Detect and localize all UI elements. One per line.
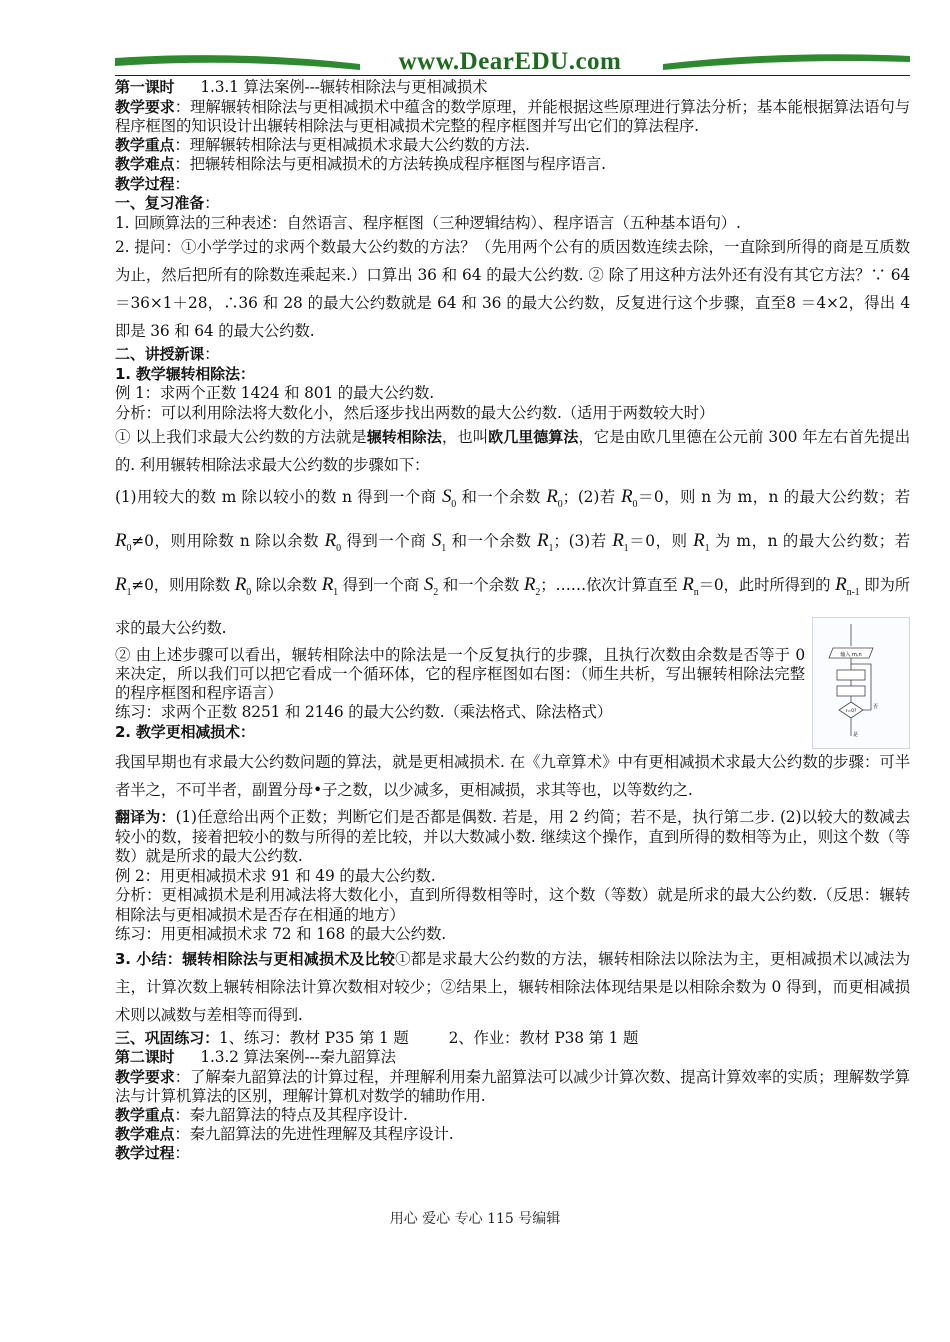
sym-Rn-sub: n xyxy=(693,586,699,598)
lesson2-label-difficulty: 教学难点 xyxy=(115,1124,175,1143)
steps-seg-12: 除以余数 xyxy=(251,575,322,594)
steps-seg-15: ；……依次计算直至 xyxy=(540,575,683,594)
lesson2-text-difficulty: ：秦九韶算法的先进性理解及其程序设计. xyxy=(174,1124,454,1143)
sym-R0b-base: R xyxy=(621,486,633,507)
sym-R2-sub: 2 xyxy=(535,586,541,598)
steps-seg-4: ＝0，则 n 为 m，n 的最大公约数；若 xyxy=(637,488,911,506)
section-review-heading xyxy=(115,194,910,214)
label-key-point: 教学重点 xyxy=(115,135,175,154)
sym-Rn1-base: R xyxy=(835,573,847,595)
sym-R0d-base: R xyxy=(324,529,337,551)
sym-R1d xyxy=(115,573,132,598)
sym-R1c xyxy=(693,529,710,554)
example-1: 例 1：求两个正数 1424 和 801 的最大公约数. xyxy=(115,384,434,402)
lesson2-requirements xyxy=(115,1068,910,1106)
lesson1-key-point xyxy=(115,136,910,156)
sym-R0b-sub: 0 xyxy=(632,498,638,510)
sym-R0e-sub: 0 xyxy=(246,586,252,598)
sym-S0-sub: 0 xyxy=(451,498,457,510)
sym-R0-sub: 0 xyxy=(557,498,563,510)
lesson2-difficulty xyxy=(115,1125,910,1144)
sym-R0 xyxy=(546,486,563,510)
label-process: 教学过程 xyxy=(115,174,175,193)
summary xyxy=(115,945,910,1029)
sym-R1-sub: 1 xyxy=(548,542,554,554)
lesson2-label-key-point: 教学重点 xyxy=(115,1105,175,1124)
sym-S2 xyxy=(423,573,439,598)
sym-R1d-sub: 1 xyxy=(126,586,132,598)
section-practice xyxy=(115,1029,910,1049)
steps-seg-3: ；(2)若 xyxy=(562,488,622,506)
euclid-loop-note: ② 由上述步骤可以看出，辗转相除法中的除法是一个反复执行的步骤，且执行次数由余数是否等于 0 来决定，所以我们可以把它看成一个循环体，它的程序框图如右图：（师生共析，写出辗转相除法完整的程序框图和程序语言） xyxy=(115,646,805,703)
lesson1-title-label: 第一课时 xyxy=(115,78,175,96)
site-logo[interactable]: www.DearEDU.com xyxy=(398,48,622,75)
sym-S1-base: S xyxy=(431,529,442,551)
sym-R0b xyxy=(621,486,638,510)
section-new-lesson-label: 二、讲授新课 xyxy=(115,345,205,363)
sym-R1b xyxy=(612,529,629,554)
subsection-subtraction: 2. 教学更相减损术： xyxy=(115,722,255,741)
euclid-intro xyxy=(115,423,910,479)
lesson2-title-label: 第二课时 xyxy=(115,1048,175,1067)
steps-seg-16: ＝0，此时所得到的 xyxy=(698,575,836,594)
page-footer: 用心 爱心 专心 115 号编辑 xyxy=(389,1211,561,1227)
lesson1-title xyxy=(115,78,910,98)
flowchart-figure xyxy=(812,617,910,749)
section-practice-label: 三、巩固练习： xyxy=(115,1028,219,1047)
text-key-point: ：理解辗转相除法与更相减损术求最大公约数的方法. xyxy=(174,135,530,154)
steps-seg-1: (1)用较大的数 m 除以较小的数 n 得到一个商 xyxy=(115,488,442,506)
steps-seg-13: 得到一个商 xyxy=(338,575,424,594)
euclid-steps xyxy=(115,479,910,646)
lesson2-label-requirements: 教学要求 xyxy=(115,1067,175,1086)
translation xyxy=(115,808,910,867)
analysis-1: 分析：可以利用除法将大数化小，然后逐步找出两数的最大公约数.（适用于两数较大时） xyxy=(115,403,715,422)
translation-label: 翻译为： xyxy=(115,808,176,827)
steps-seg-8: ；(3)若 xyxy=(553,531,613,550)
sym-S1 xyxy=(431,529,447,554)
lesson1-difficulty xyxy=(115,155,910,175)
steps-seg-10: 为 m，n 的最大公约数；若 xyxy=(709,531,911,550)
lesson2-process-heading xyxy=(115,1144,910,1163)
sym-R0e-base: R xyxy=(234,573,247,595)
sym-Rn1 xyxy=(835,573,860,598)
sym-S0-base: S xyxy=(441,486,452,507)
sym-R2-base: R xyxy=(523,573,536,595)
sym-R1c-base: R xyxy=(693,529,705,551)
summary-text: ①都是求最大公约数的方法，辗转相除法以除法为主，更相减损术以减法为主，计算次数上辗转相除法计算次数相对较少；②结果上，辗转相除法体现结果是以相除余数为 0 得到，而更相减损术则以减数与差相等而得到. xyxy=(115,949,910,1024)
sym-R0c-sub: 0 xyxy=(126,542,132,554)
sym-S0 xyxy=(441,486,457,510)
flowchart-input-label: 输入 m,n xyxy=(840,652,862,658)
subtraction-intro: 我国早期也有求最大公约数问题的算法，就是更相减损术. 在《九章算术》中有更相减损术求最大公约数的步骤：可半者半之，不可半者，副置分母•子之数，以少减多，更相减损，求其等也，以等数约之. xyxy=(115,753,910,800)
steps-seg-17: 即为所求的最大公约数. xyxy=(115,575,911,638)
lesson1-title-text: 1.3.1 算法案例---辗转相除法与更相减损术 xyxy=(200,78,488,96)
term-euclid-algorithm: 欧几里德算法 xyxy=(488,428,579,446)
sym-S1-sub: 1 xyxy=(441,542,447,554)
euclid-intro-e: ，它是由欧几里德在公元前 300 年左右首先提出的. 利用辗转相除法求最大公约数的步骤如下： xyxy=(115,428,910,474)
example-2: 例 2：用更相减损术求 91 和 49 的最大公约数. xyxy=(115,866,436,885)
lesson2-title xyxy=(115,1048,910,1068)
steps-seg-6: 得到一个商 xyxy=(340,531,432,550)
header-rule xyxy=(115,75,910,76)
practice-item-a: 1、练习：教材 P35 第 1 题 xyxy=(218,1028,409,1047)
lesson2-text-key-point: ：秦九韶算法的特点及其程序设计. xyxy=(174,1105,408,1124)
sym-R0d-sub: 0 xyxy=(336,542,341,554)
sym-R1e xyxy=(321,573,339,598)
lesson2-process-colon: ： xyxy=(174,1143,190,1162)
practice-item-b: 2、作业：教材 P38 第 1 题 xyxy=(448,1028,639,1047)
sym-R0-base: R xyxy=(546,486,558,507)
steps-seg-11: ≠0，则用除数 xyxy=(131,575,235,594)
term-euclid-division: 辗转相除法 xyxy=(366,428,442,446)
practice-2: 练习：用更相减损术求 72 和 168 的最大公约数. xyxy=(115,925,447,944)
sym-R0c-base: R xyxy=(115,529,127,551)
flowchart-yes-label: 是 xyxy=(853,732,859,738)
sym-R0e xyxy=(234,573,252,598)
steps-seg-5: ≠0，则用除数 n 除以余数 xyxy=(131,531,325,550)
euclid-intro-a: ① 以上我们求最大公约数的方法就是 xyxy=(115,428,367,446)
steps-seg-7: 和一个余数 xyxy=(446,531,538,550)
euclid-intro-c: ，也叫 xyxy=(441,428,489,446)
label-requirements: 教学要求 xyxy=(115,97,175,116)
sym-Rn xyxy=(682,573,699,598)
subsection-euclid: 1. 教学辗转相除法： xyxy=(115,364,255,383)
sym-R1b-base: R xyxy=(612,529,624,551)
practice-1: 练习：求两个正数 8251 和 2146 的最大公约数.（乘法格式、除法格式） xyxy=(115,703,613,722)
sym-Rn-base: R xyxy=(682,573,694,595)
flowchart-wrap-text xyxy=(115,646,805,742)
analysis-2: 分析：更相减损术是利用减法将大数化小，直到所得数相等时，这个数（等数）就是所求的最大公约数.（反思：辗转相除法与更相减损术是否存在相通的地方） xyxy=(115,886,910,924)
lesson2-title-text: 1.3.2 算法案例---秦九韶算法 xyxy=(200,1048,396,1067)
flowchart-no-label: 否 xyxy=(873,704,879,710)
flowchart-decision-label: r=0? xyxy=(845,709,857,714)
lesson1-requirements xyxy=(115,98,910,136)
review-point-2: 2. 提问：①小学学过的求两个数最大公约数的方法？（先用两个公有的质因数连续去除，一直除到所得的商是互质数为止，然后把所有的除数连乘起来.）口算出 36 和 64 的最大公约数. ② 除了用这种方法外还有没有其它方法？∵ 64 ＝36×1＋28，∴36 和 28 的最大公约数就是 64 和 36 的最大公约数，反复进行这个步骤，直至8 ＝4×2，得出 4 即是 36 和 64 的最大公约数. xyxy=(115,238,910,340)
sym-R1c-sub: 1 xyxy=(704,542,710,554)
sym-R2 xyxy=(523,573,541,598)
sym-R1b-sub: 1 xyxy=(623,542,629,554)
summary-label: 3. 小结：辗转相除法与更相减损术及比较 xyxy=(115,949,396,968)
section-review-colon: ： xyxy=(204,194,220,212)
review-point-1: 1. 回顾算法的三种表述：自然语言、程序框图（三种逻辑结构）、程序语言（五种基本语句）. xyxy=(115,213,741,232)
lesson2-text-requirements: ：了解秦九韶算法的计算过程，并理解利用秦九韶算法可以减少计算次数、提高计算效率的实质；理解数学算法与计算机算法的区别，理解计算机对数学的辅助作用. xyxy=(115,1067,910,1105)
steps-seg-9: ＝0，则 xyxy=(628,531,694,550)
sym-R1e-base: R xyxy=(321,573,334,595)
sym-R0c xyxy=(115,529,132,554)
translation-text: (1)任意给出两个正数；判断它们是否都是偶数. 若是，用 2 约简；若不是，执行第二步. (2)以较大的数减去较小的数，接着把较小的数与所得的差比较，并以大数减小数. 继续这个操作，直到所得的数相等为止，则这个数（等数）就是所求的最大公约数. xyxy=(115,808,911,866)
section-new-lesson-heading xyxy=(115,345,910,365)
lesson1-process-heading xyxy=(115,175,910,195)
section-new-lesson-colon: ： xyxy=(204,345,220,363)
sym-S2-base: S xyxy=(423,573,434,595)
text-difficulty: ：把辗转相除法与更相减损术的方法转换成程序框图与程序语言. xyxy=(174,155,606,173)
label-difficulty: 教学难点 xyxy=(115,155,175,173)
sym-R1 xyxy=(537,529,554,554)
section-review-label: 一、复习准备 xyxy=(115,194,205,212)
steps-seg-2: 和一个余数 xyxy=(456,488,547,506)
sym-R0d xyxy=(324,529,341,554)
document-body xyxy=(115,78,910,1163)
sym-Rn1-sub: n-1 xyxy=(846,586,860,598)
flowchart-process-box-2 xyxy=(837,686,865,696)
sym-R1-base: R xyxy=(537,529,549,551)
sym-R1e-sub: 1 xyxy=(333,586,339,598)
process-colon: ： xyxy=(174,174,190,193)
steps-seg-14: 和一个余数 xyxy=(438,575,524,594)
lesson2-key-point xyxy=(115,1106,910,1125)
flowchart-diagram xyxy=(813,618,909,748)
text-requirements: ：理解辗转相除法与更相减损术中蕴含的数学原理，并能根据这些原理进行算法分析；基本能根据算法语句与程序框图的知识设计出辗转相除法与更相减损术完整的程序框图并写出它们的算法程序. xyxy=(115,97,910,135)
sym-S2-sub: 2 xyxy=(433,586,439,598)
lesson2-label-process: 教学过程 xyxy=(115,1143,175,1162)
flowchart-process-box-1 xyxy=(837,670,865,680)
sym-R1d-base: R xyxy=(115,573,127,595)
